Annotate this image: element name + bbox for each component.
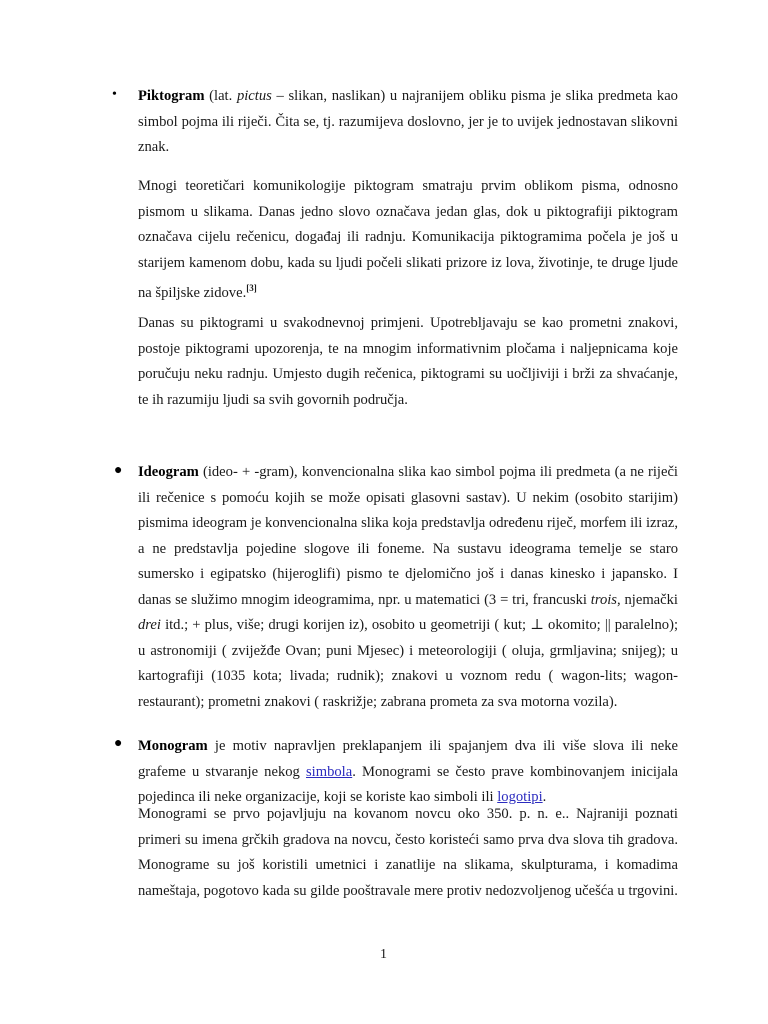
piktogram-paragraph-3: Danas su piktogrami u svakodnevnoj primjeni. Upotrebljavaju se kao prometni znakovi, postoje piktogrami upozorenja, te na mnogim informativnim pločama i naljepnicama koje poručuju neku radnju. Umjesto dugih rečenica, piktogrami su uočljiviji i brži za shvaćanje, te ih razumiju ljudi sa svih govornih područja. bbox=[138, 315, 678, 408]
page-number: 1 bbox=[380, 947, 387, 962]
bullet-icon: ● bbox=[114, 463, 123, 478]
monogram-paragraph: Monogram je motiv napravljen preklapanjem ili spajanjem dva ili više slova ili neke grafeme u stvaranje nekog simbola. Monogrami se često prave kombinovanjem inicijala pojedinca ili neke organizacije, koji se koriste kao simboli ili logotipi. bbox=[138, 738, 678, 805]
bullet-icon: ● bbox=[114, 736, 123, 751]
term-ideogram: Ideogram bbox=[138, 464, 199, 480]
term-monogram: Monogram bbox=[138, 738, 208, 754]
link-simbola[interactable]: simbola bbox=[306, 763, 353, 780]
footnote-ref[interactable]: [3] bbox=[246, 283, 257, 293]
term-piktogram: Piktogram bbox=[138, 88, 205, 104]
piktogram-paragraph: Piktogram (lat. pictus – slikan, naslikan) u najranijem obliku pisma je slika predmeta kao simbol pojma ili riječi. Čita se, tj. razumijeva doslovno, jer je to uvijek jednostavan slikovni znak. bbox=[138, 88, 678, 155]
monogram-paragraph-2: Monogrami se prvo pojavljuju na kovanom novcu oko 350. p. n. e.. Najraniji poznati primeri su imena grčkih gradova na novcu, često koristeći samo prva dva slova tih gradova. Monograme su još koristili umetnici i zanatlije na slikama, skulpturama, i komadima nameštaja, pogotovo kada su gilde pooštravale mere protiv nedozvoljenog učešća u trgovini. bbox=[138, 806, 678, 899]
ideogram-paragraph: Ideogram (ideo- + -gram), konvencionalna slika kao simbol pojma ili predmeta (a ne riječi ili rečenice s pomoću kojih se može opisati glasovni sastav). U nekim (osobito starijim) pismima ideogram je konvencionalna slika koja predstavlja određenu riječ, morfem ili izraz, a ne predstavlja pojedine slogove ili foneme. Na sustavu ideograma temelje se staro sumersko i egipatsko (hijeroglifi) pismo te djelomično još i danas kinesko i japansko. I danas se služimo mnogim ideogramima, npr. u matematici (3 = tri, francuski trois, njemački drei itd.; + plus, više; drugi korijen iz), osobito u geometriji ( kut; ⊥ okomito; || paralelno); u astronomiji ( zviježđe Ovan; puni Mjesec) i meteorologiji ( oluja, grmljavina; snijeg); u kartografiji (1035 kota; livada; rudnik); znakovi u voznom redu ( wagon-lits; wagon-restaurant); prometni znakovi ( raskrižje; zabrana prometa za sva motorna vozila). bbox=[138, 464, 678, 710]
link-logotipi[interactable]: logotipi bbox=[497, 789, 543, 805]
bullet-icon: • bbox=[112, 87, 117, 102]
piktogram-paragraph-2: Mnogi teoretičari komunikologije piktogram smatraju prvim oblikom pisma, odnosno pismom u slikama. Danas jedno slovo označava jedan glas, dok u piktografiji piktogram označava cijelu rečenicu, događaj ili radnju. Komunikacija piktogramima počela je još u starijem kamenom dobu, kada su ljudi počeli slikati prizore iz lova, životinje, te druge ljude na špiljske zidove.[3] bbox=[138, 178, 678, 301]
